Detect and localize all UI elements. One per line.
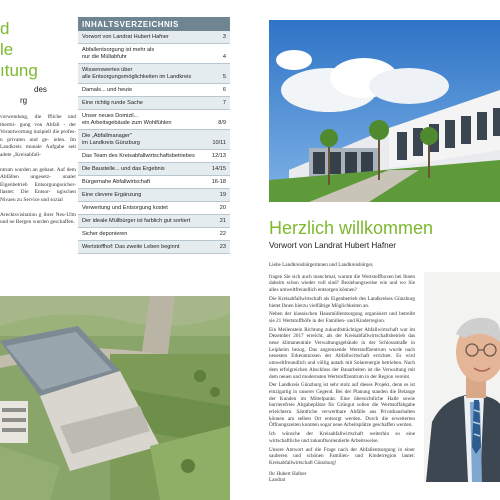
letter-greeting: Liebe Landkreisbürgerinnen und Landkreisbürger, bbox=[269, 262, 374, 268]
toc-item-page: 14/15 bbox=[212, 166, 226, 172]
toc-item-page: 23 bbox=[219, 244, 226, 250]
toc-item-page: 21 bbox=[219, 218, 226, 224]
toc-item-title: Abfallentsorgung ist mehr als nur die Müllabfuhr bbox=[82, 47, 155, 60]
letter-paragraph: fragen Sie sich auch manchmal, warum die Wertstoffboxen bei Ihnen daheim schon wieder voll sind? Beziehungsweise wie und wo Sie alles umweltfreundlich entsorgen können? bbox=[269, 273, 415, 294]
toc-item[interactable] bbox=[78, 130, 230, 150]
building-illustration bbox=[269, 20, 500, 202]
body-paragraph: Arecktsvisitation g ihrer Neu-Ulm und ne Bergen wurden geschaffen. bbox=[0, 211, 76, 226]
toc-item[interactable] bbox=[78, 84, 230, 97]
toc-item-title: Eine richtig runde Sache bbox=[82, 100, 143, 106]
title-line: d bbox=[0, 19, 10, 38]
toc-header: INHALTSVERZEICHNIS bbox=[78, 17, 230, 31]
toc-item-page: 20 bbox=[219, 205, 226, 211]
toc-item-page: 6 bbox=[222, 87, 226, 93]
left-page-subtitle bbox=[0, 84, 64, 106]
toc-item[interactable] bbox=[78, 31, 230, 44]
toc-item-page: 12/13 bbox=[212, 153, 226, 159]
toc-item-title: Der ideale Müllbürger ist farblich gut sortiert bbox=[82, 218, 191, 224]
toc-item[interactable] bbox=[78, 189, 230, 202]
left-page-body bbox=[0, 114, 76, 234]
foreword-letter bbox=[269, 262, 415, 484]
table-of-contents bbox=[78, 17, 230, 254]
toc-item[interactable] bbox=[78, 241, 230, 254]
toc-item-title: Vorwort von Landrat Hubert Hafner bbox=[82, 34, 169, 40]
toc-item-title: Verwertung und Entsorgung kostet bbox=[82, 205, 168, 211]
toc-item[interactable] bbox=[78, 215, 230, 228]
aerial-facility-photo bbox=[0, 296, 230, 500]
toc-item-page: 5 bbox=[222, 74, 226, 80]
toc-item-title: Bürgernahe Abfallwirtschaft bbox=[82, 179, 151, 185]
toc-item[interactable] bbox=[78, 202, 230, 215]
left-page-title bbox=[0, 18, 60, 81]
letter-paragraph: Neben der klassischen Hausmüllentsorgung organisiert und betreibt sie 21 Wertstoffhöfe in der Familien- und Kinderregion. bbox=[269, 311, 415, 324]
toc-item-title: Wertstoffhof: Das zweite Leben beginnt bbox=[82, 244, 180, 250]
toc-item-page: 10/11 bbox=[212, 140, 226, 146]
toc-item-title: Wissenswertes über alle Entsorgungsmöglichkeiten im Landkreis bbox=[82, 67, 192, 80]
signature-title: Landrat bbox=[269, 477, 286, 484]
toc-item[interactable] bbox=[78, 64, 230, 84]
portrait-illustration bbox=[424, 272, 500, 482]
toc-item-title: Eine clevere Ergänzung bbox=[82, 192, 142, 198]
subtitle-line: des bbox=[34, 85, 47, 94]
aerial-photo-illustration bbox=[0, 296, 230, 500]
toc-item[interactable] bbox=[78, 110, 230, 130]
toc-item[interactable] bbox=[78, 97, 230, 110]
toc-item[interactable] bbox=[78, 150, 230, 163]
toc-item-page: 7 bbox=[222, 100, 226, 106]
toc-item-page: 16-18 bbox=[211, 179, 226, 185]
toc-item-title: Das Team des Kreisabfallwirtschaftsbetriebes bbox=[82, 153, 195, 159]
toc-item-page: 19 bbox=[219, 192, 226, 198]
toc-item-page: 22 bbox=[219, 231, 226, 237]
toc-item-page: 4 bbox=[222, 54, 226, 60]
toc-item[interactable] bbox=[78, 176, 230, 189]
page-headline: Herzlich willkommen bbox=[269, 218, 434, 238]
letter-paragraph: Ich wünsche der Kreisabfallwirtschaft weiterhin so eine wirtschaftliche und zukunftsorientierte Arbeitsweise. bbox=[269, 431, 415, 444]
toc-item-title: Damals... und heute bbox=[82, 87, 133, 93]
signature-name: Ihr Hubert Hafner bbox=[269, 470, 307, 477]
title-line: le bbox=[0, 40, 14, 59]
letter-paragraph: Ein Meilenstein Richtung zukunftsträchtiger Abfallwirtschaft war im Dezember 2017 erreicht, als der Kreisabfallwirtschaftsbetrieb das neue klimaneutrale Verwaltungsgebäude in der Schlossstraße in Leipheim bezog. Das angrenzende Wertstoffzentrum wurde nach neuesten Erkenntnissen der Abfallwirtschaft errichtet. Es wird umweltfreundlich und völlig autark mit Solarenergie betrieben. Nach dem erfolgreichen Abschluss der Bauarbeiten ist die Verwaltung mit dem neuen und modernsten Wertstoffzentrum in der Region vereint. bbox=[269, 326, 415, 380]
page-subheadline: Vorwort von Landrat Hubert Hafner bbox=[269, 241, 396, 250]
title-line: ıtung bbox=[0, 61, 38, 80]
toc-item[interactable] bbox=[78, 228, 230, 241]
letter-paragraph: Die Kreisabfallwirtschaft als Eigenbetrieb des Landkreises Günzburg bietet Ihnen hierzu vielfältige Möglichkeiten an. bbox=[269, 295, 415, 309]
toc-item-page: 3 bbox=[222, 34, 226, 40]
toc-item-title: Sicher deponieren bbox=[82, 231, 128, 237]
portrait-photo bbox=[424, 272, 500, 482]
subtitle-line: rg bbox=[20, 96, 28, 105]
right-page bbox=[252, 0, 500, 500]
toc-item-title: Unser neues Domizil... ein Arbeitsgebäude zum Wohlfühlen bbox=[82, 113, 172, 126]
left-page bbox=[0, 0, 248, 500]
body-paragraph: ntrum wurden an gebaut. Auf dem Abfällen ungesetz- unaler Eigenbetrieb Entsorgungssicher- llastet: Die Entsor- ngischen Nivaeu zu Service und sozial bbox=[0, 166, 76, 203]
letter-paragraph: Unsere Antwort auf die Frage nach der Abfallentsorgung in einer sauberen und schönen Familien- und Kinderregion lautet: Kreisabfallwirtschaft Günzburg! bbox=[269, 446, 415, 466]
toc-item-title: Die Baustelle... und das Ergebnis bbox=[82, 166, 165, 172]
toc-item[interactable] bbox=[78, 163, 230, 176]
toc-item-page: 8/9 bbox=[218, 120, 226, 126]
body-paragraph: vorwendung, die ffliche und thermi- gung von Abfall - der Verantwortung inzipiell die profes- n privaten und ge- ielen. Im Landkreis munale Aufgabe seit adete „Kreisabfall- bbox=[0, 114, 76, 158]
letter-paragraph: Der Landkreis Günzburg ist sehr stolz auf dieses Projekt, denn es ist einzigartig in unserer Gegend. Bei der Planung standen die Belange der Kunden im Mittelpunkt. Eine übersichtliche Halle sowie barrierefreie Abgabeplätze für Grüngut sollen die Wertstoffabgabe erleichtern. Sämtliche verwertbare Abfälle aus Privathaushalten können am selben Ort entsorgt werden. Durch die erweiterten Öffnungszeiten konnten sogar neue Arbeitsplätze geschaffen werden. bbox=[269, 382, 415, 429]
toc-list bbox=[78, 31, 230, 254]
building-photo bbox=[269, 20, 500, 202]
toc-item[interactable] bbox=[78, 44, 230, 64]
toc-item-title: Die „Abfallmanager" im Landkreis Günzburg bbox=[82, 133, 140, 146]
